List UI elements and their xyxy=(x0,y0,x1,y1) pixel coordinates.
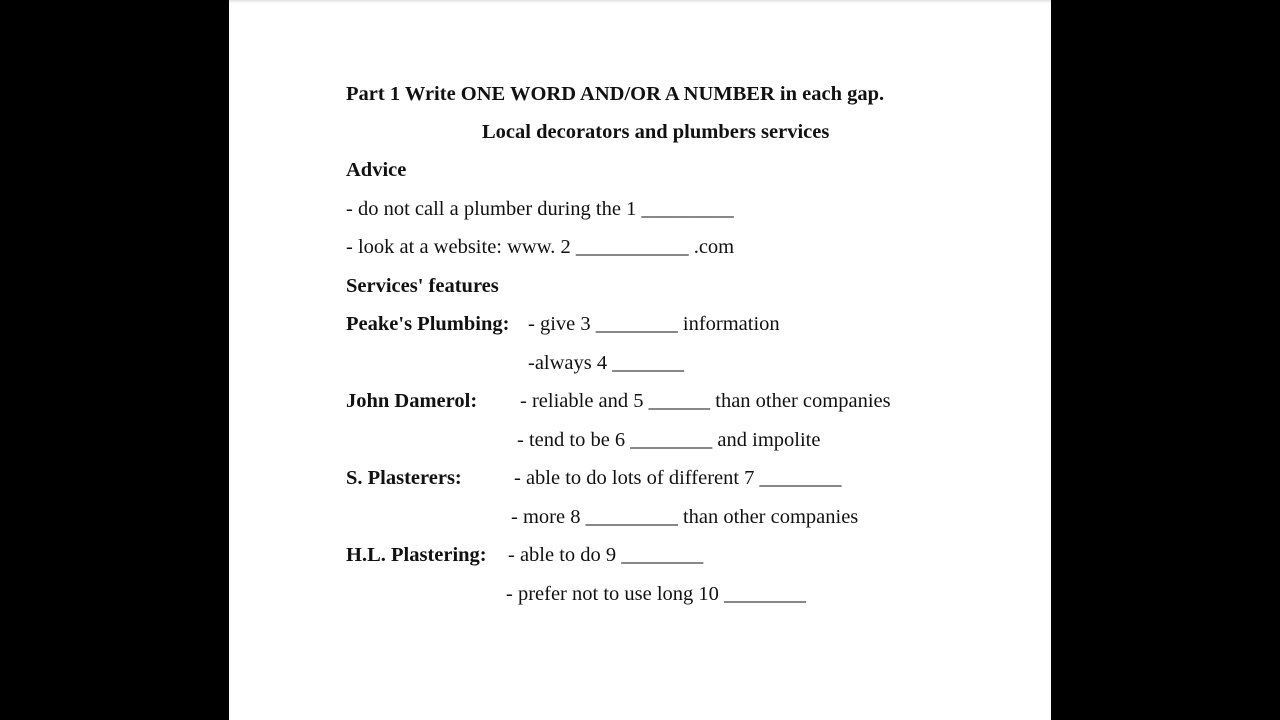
feature-item-4: -always 4 _______ xyxy=(528,352,685,374)
feature-item-10: - prefer not to use long 10 ________ xyxy=(506,583,807,605)
features-heading: Services' features xyxy=(346,275,499,297)
advice-item-1: - do not call a plumber during the 1 _________ xyxy=(346,198,734,220)
company-name-hl-plastering: H.L. Plastering: xyxy=(346,544,487,566)
document-title: Local decorators and plumbers services xyxy=(482,121,830,143)
feature-item-5: - reliable and 5 ______ than other companies xyxy=(520,390,891,412)
company-name-peakes-plumbing: Peake's Plumbing: xyxy=(346,313,510,335)
company-name-john-damerol: John Damerol: xyxy=(346,390,478,412)
document-page xyxy=(229,0,1051,720)
feature-item-7: - able to do lots of different 7 ________ xyxy=(514,467,842,489)
advice-item-2: - look at a website: www. 2 ___________ .com xyxy=(346,236,735,258)
instructions: Part 1 Write ONE WORD AND/OR A NUMBER in each gap. xyxy=(346,83,885,105)
advice-heading: Advice xyxy=(346,159,407,181)
feature-item-6: - tend to be 6 ________ and impolite xyxy=(517,429,821,451)
feature-item-8: - more 8 _________ than other companies xyxy=(511,506,859,528)
document-body xyxy=(229,0,1051,720)
feature-item-9: - able to do 9 ________ xyxy=(508,544,704,566)
feature-item-3: - give 3 ________ information xyxy=(528,313,780,335)
company-name-s-plasterers: S. Plasterers: xyxy=(346,467,462,489)
